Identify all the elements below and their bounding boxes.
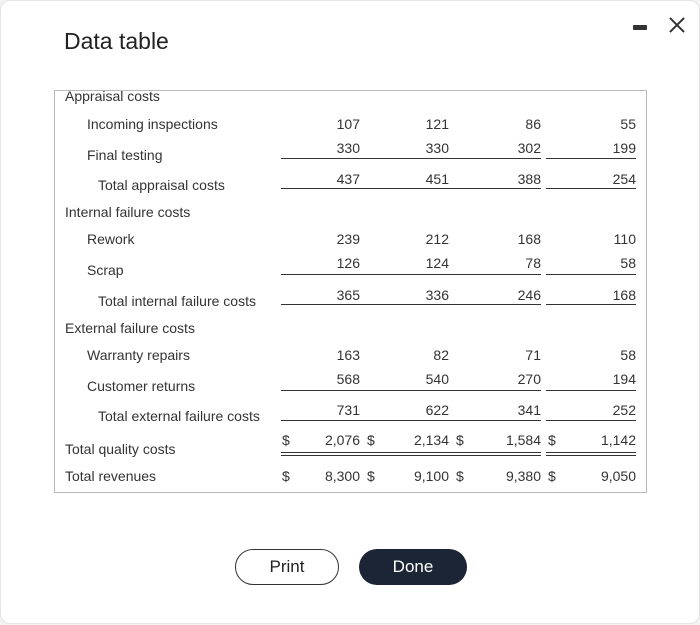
table-cell: 302 <box>517 140 541 156</box>
table-cell: 199 <box>612 140 636 156</box>
currency-symbol: $ <box>456 468 464 484</box>
table-cell: 55 <box>620 116 636 132</box>
table-cell: 388 <box>517 171 541 187</box>
table-cell: 731 <box>336 402 360 418</box>
table-cell: 1,584 <box>505 432 541 448</box>
currency-symbol: $ <box>282 432 290 448</box>
row-label: Total appraisal costs <box>98 177 225 193</box>
table-cell: 451 <box>425 171 449 187</box>
table-cell: 246 <box>517 287 541 303</box>
table-cell: 330 <box>336 140 360 156</box>
cell-underline <box>428 390 541 391</box>
table-cell: 82 <box>433 347 449 363</box>
table-cell: 330 <box>425 140 449 156</box>
table-cell: 252 <box>612 402 636 418</box>
table-cell: 336 <box>425 287 449 303</box>
table-cell: 568 <box>336 371 360 387</box>
table-cell: 8,300 <box>324 468 360 484</box>
table-cell: 86 <box>525 116 541 132</box>
row-label: Rework <box>87 231 135 247</box>
currency-symbol: $ <box>548 432 556 448</box>
section-header: Internal failure costs <box>65 204 191 220</box>
double-underline <box>546 455 636 456</box>
table-cell: 212 <box>425 231 449 247</box>
table-cell: 622 <box>425 402 449 418</box>
cell-underline <box>546 420 636 421</box>
cell-underline <box>428 274 541 275</box>
table-cell: 124 <box>425 255 449 271</box>
table-cell: 110 <box>613 231 636 247</box>
table-cell: 270 <box>517 371 541 387</box>
row-label: Total revenues <box>65 468 157 484</box>
double-underline <box>428 455 541 456</box>
cell-underline <box>546 188 636 189</box>
row-label: Total internal failure costs <box>98 293 256 309</box>
table-cell: 71 <box>525 347 541 363</box>
table-cell: 58 <box>620 347 636 363</box>
cell-underline <box>546 390 636 391</box>
double-underline <box>546 452 636 453</box>
table-cell: 168 <box>517 231 541 247</box>
table-cell: 437 <box>336 171 360 187</box>
cell-underline <box>428 158 541 159</box>
currency-symbol: $ <box>367 432 375 448</box>
row-label: Warranty repairs <box>87 347 190 363</box>
double-underline <box>428 452 541 453</box>
table-cell: 194 <box>612 371 636 387</box>
cell-underline <box>546 304 636 305</box>
table-cell: 1,142 <box>600 432 636 448</box>
section-header: External failure costs <box>65 320 195 336</box>
row-label: Incoming inspections <box>87 116 218 132</box>
cell-underline <box>546 274 636 275</box>
table-cell: 540 <box>425 371 449 387</box>
data-table <box>54 90 647 493</box>
table-cell: 78 <box>525 255 541 271</box>
table-cell: 239 <box>336 231 360 247</box>
done-button[interactable]: Done <box>359 549 467 585</box>
table-cell: 365 <box>336 287 360 303</box>
table-cell: 9,380 <box>505 468 541 484</box>
currency-symbol: $ <box>282 468 290 484</box>
cell-underline <box>546 158 636 159</box>
table-cell: 2,076 <box>324 432 360 448</box>
table-cell: 107 <box>336 116 360 132</box>
table-cell: 9,100 <box>413 468 449 484</box>
table-cell: 2,134 <box>413 432 449 448</box>
table-cell: 341 <box>517 402 541 418</box>
currency-symbol: $ <box>456 432 464 448</box>
cell-underline <box>428 420 541 421</box>
cell-underline <box>428 304 541 305</box>
close-icon[interactable] <box>665 13 689 37</box>
row-label: Scrap <box>87 262 124 278</box>
print-button[interactable]: Print <box>235 549 339 585</box>
table-cell: 168 <box>612 287 636 303</box>
row-label: Total quality costs <box>65 441 176 457</box>
table-cell: 9,050 <box>600 468 636 484</box>
table-cell: 254 <box>612 171 636 187</box>
table-cell: 121 <box>425 116 449 132</box>
minimize-icon[interactable] <box>633 25 647 30</box>
row-label: Customer returns <box>87 378 196 394</box>
row-label: Total external failure costs <box>98 408 260 424</box>
table-cell: 126 <box>336 255 360 271</box>
currency-symbol: $ <box>367 468 375 484</box>
row-label: Final testing <box>87 147 163 163</box>
table-cell: 58 <box>620 255 636 271</box>
table-cell: 163 <box>336 347 360 363</box>
section-header: Appraisal costs <box>65 90 160 104</box>
currency-symbol: $ <box>548 468 556 484</box>
dialog-title: Data table <box>64 28 169 54</box>
cell-underline <box>428 188 541 189</box>
